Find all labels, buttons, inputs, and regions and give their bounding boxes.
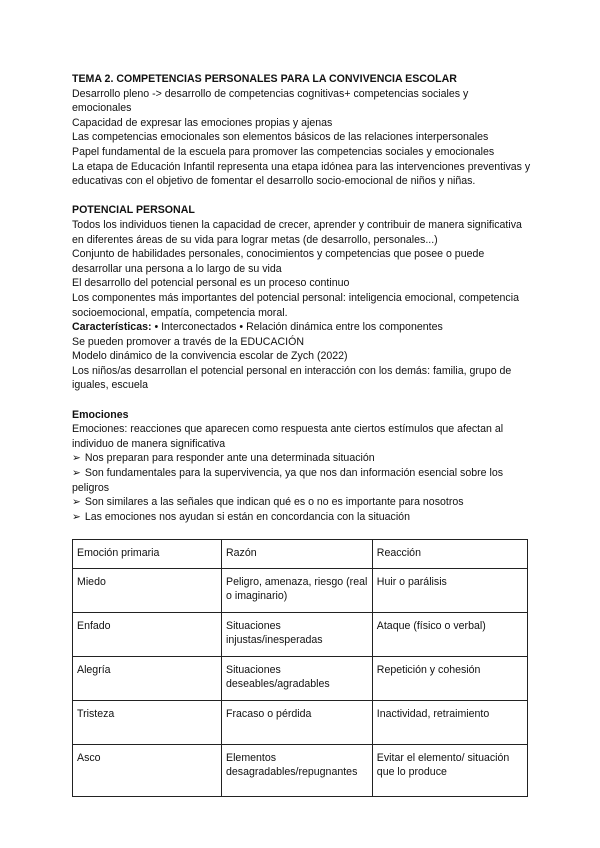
emociones-bullet: ➢ Las emociones nos ayudan si están en concordancia con la situación [72, 510, 532, 525]
potencial-line: Los componentes más importantes del potencial personal: inteligencia emocional, competencia socioemocional, empatía, competencia moral. [72, 291, 519, 319]
tema-line: Capacidad de expresar las emociones propias y ajenas [72, 116, 333, 129]
potencial-title: POTENCIAL PERSONAL [72, 204, 195, 217]
emociones-bullet: ➢ Nos preparan para responder ante una determinada situación [72, 451, 532, 466]
table-cell: Fracaso o pérdida [222, 701, 373, 745]
tema-line: La etapa de Educación Infantil representa una etapa idónea para las intervenciones preventivas y educativas con el objetivo de fomentar el desarrollo socio-emocional de niños y niñas. [72, 160, 531, 188]
emotions-table [72, 539, 528, 797]
potencial-line: El desarrollo del potencial personal es un proceso continuo [72, 277, 350, 290]
caracteristicas-text: • Interconectados • Relación dinámica entre los componentes [151, 321, 443, 334]
spacer [72, 393, 532, 408]
emociones-bullet: ➢ Son fundamentales para la supervivencia, ya que nos dan información esencial sobre los peligros [72, 466, 532, 495]
emociones-bullet: ➢ Son similares a las señales que indican qué es o no es importante para nosotros [72, 495, 532, 510]
caracteristicas-line [72, 320, 532, 335]
table-cell: Tristeza [73, 701, 222, 745]
table-row [73, 613, 528, 657]
table-cell: Situaciones deseables/agradables [222, 657, 373, 701]
table-row [73, 569, 528, 613]
emociones-title: Emociones [72, 408, 129, 421]
potencial-line: Conjunto de habilidades personales, conocimientos y competencias que posee o puede desarrollar una persona a lo largo de su vida [72, 248, 485, 275]
table-cell: Alegría [73, 657, 222, 701]
table-header-row [73, 540, 528, 569]
potencial-line: Todos los individuos tienen la capacidad de crecer, aprender y contribuir de manera significativa en diferentes áreas de su vida para lograr metas (de desarrollo, personales...) [72, 218, 522, 246]
tema-line: Papel fundamental de la escuela para promover las competencias sociales y emocionales [72, 145, 495, 158]
tema-title: TEMA 2. COMPETENCIAS PERSONALES PARA LA CONVIVENCIA ESCOLAR [72, 73, 457, 85]
table-cell: Asco [73, 745, 222, 797]
spacer [72, 189, 532, 204]
table-cell: Enfado [73, 613, 222, 657]
table-cell: Miedo [73, 569, 222, 613]
potencial-line: Se pueden promover a través de la EDUCACIÓN [72, 335, 304, 348]
table-cell: Repetición y cohesión [372, 657, 527, 701]
emociones-intro: Emociones: reacciones que aparecen como respuesta ante ciertos estímulos que afectan al individuo de manera significativa [72, 423, 504, 450]
table-cell: Elementos desagradables/repugnantes [222, 745, 373, 797]
table-cell: Peligro, amenaza, riesgo (real o imaginario) [222, 569, 373, 613]
table-header-cell: Emoción primaria [73, 540, 222, 569]
table-row [73, 701, 528, 745]
table-row [73, 745, 528, 797]
table-row [73, 657, 528, 701]
caracteristicas-label: Características: [72, 321, 152, 334]
table-cell: Evitar el elemento/ situación que lo produce [372, 745, 527, 797]
table-cell: Ataque (físico o verbal) [372, 613, 527, 657]
potencial-line: Los niños/as desarrollan el potencial personal en interacción con los demás: familia, grupo de iguales, escuela [72, 364, 512, 392]
tema-line: Las competencias emocionales son elementos básicos de las relaciones interpersonales [72, 131, 489, 144]
table-header-cell: Razón [222, 540, 373, 569]
tema-line: Desarrollo pleno -> desarrollo de competencias cognitivas+ competencias sociales y emocionales [72, 87, 469, 115]
document-page [72, 72, 532, 797]
table-header-cell: Reacción [372, 540, 527, 569]
table-cell: Huir o parálisis [372, 569, 527, 613]
table-cell: Inactividad, retraimiento [372, 701, 527, 745]
potencial-line: Modelo dinámico de la convivencia escolar de Zych (2022) [72, 350, 348, 363]
table-cell: Situaciones injustas/inesperadas [222, 613, 373, 657]
